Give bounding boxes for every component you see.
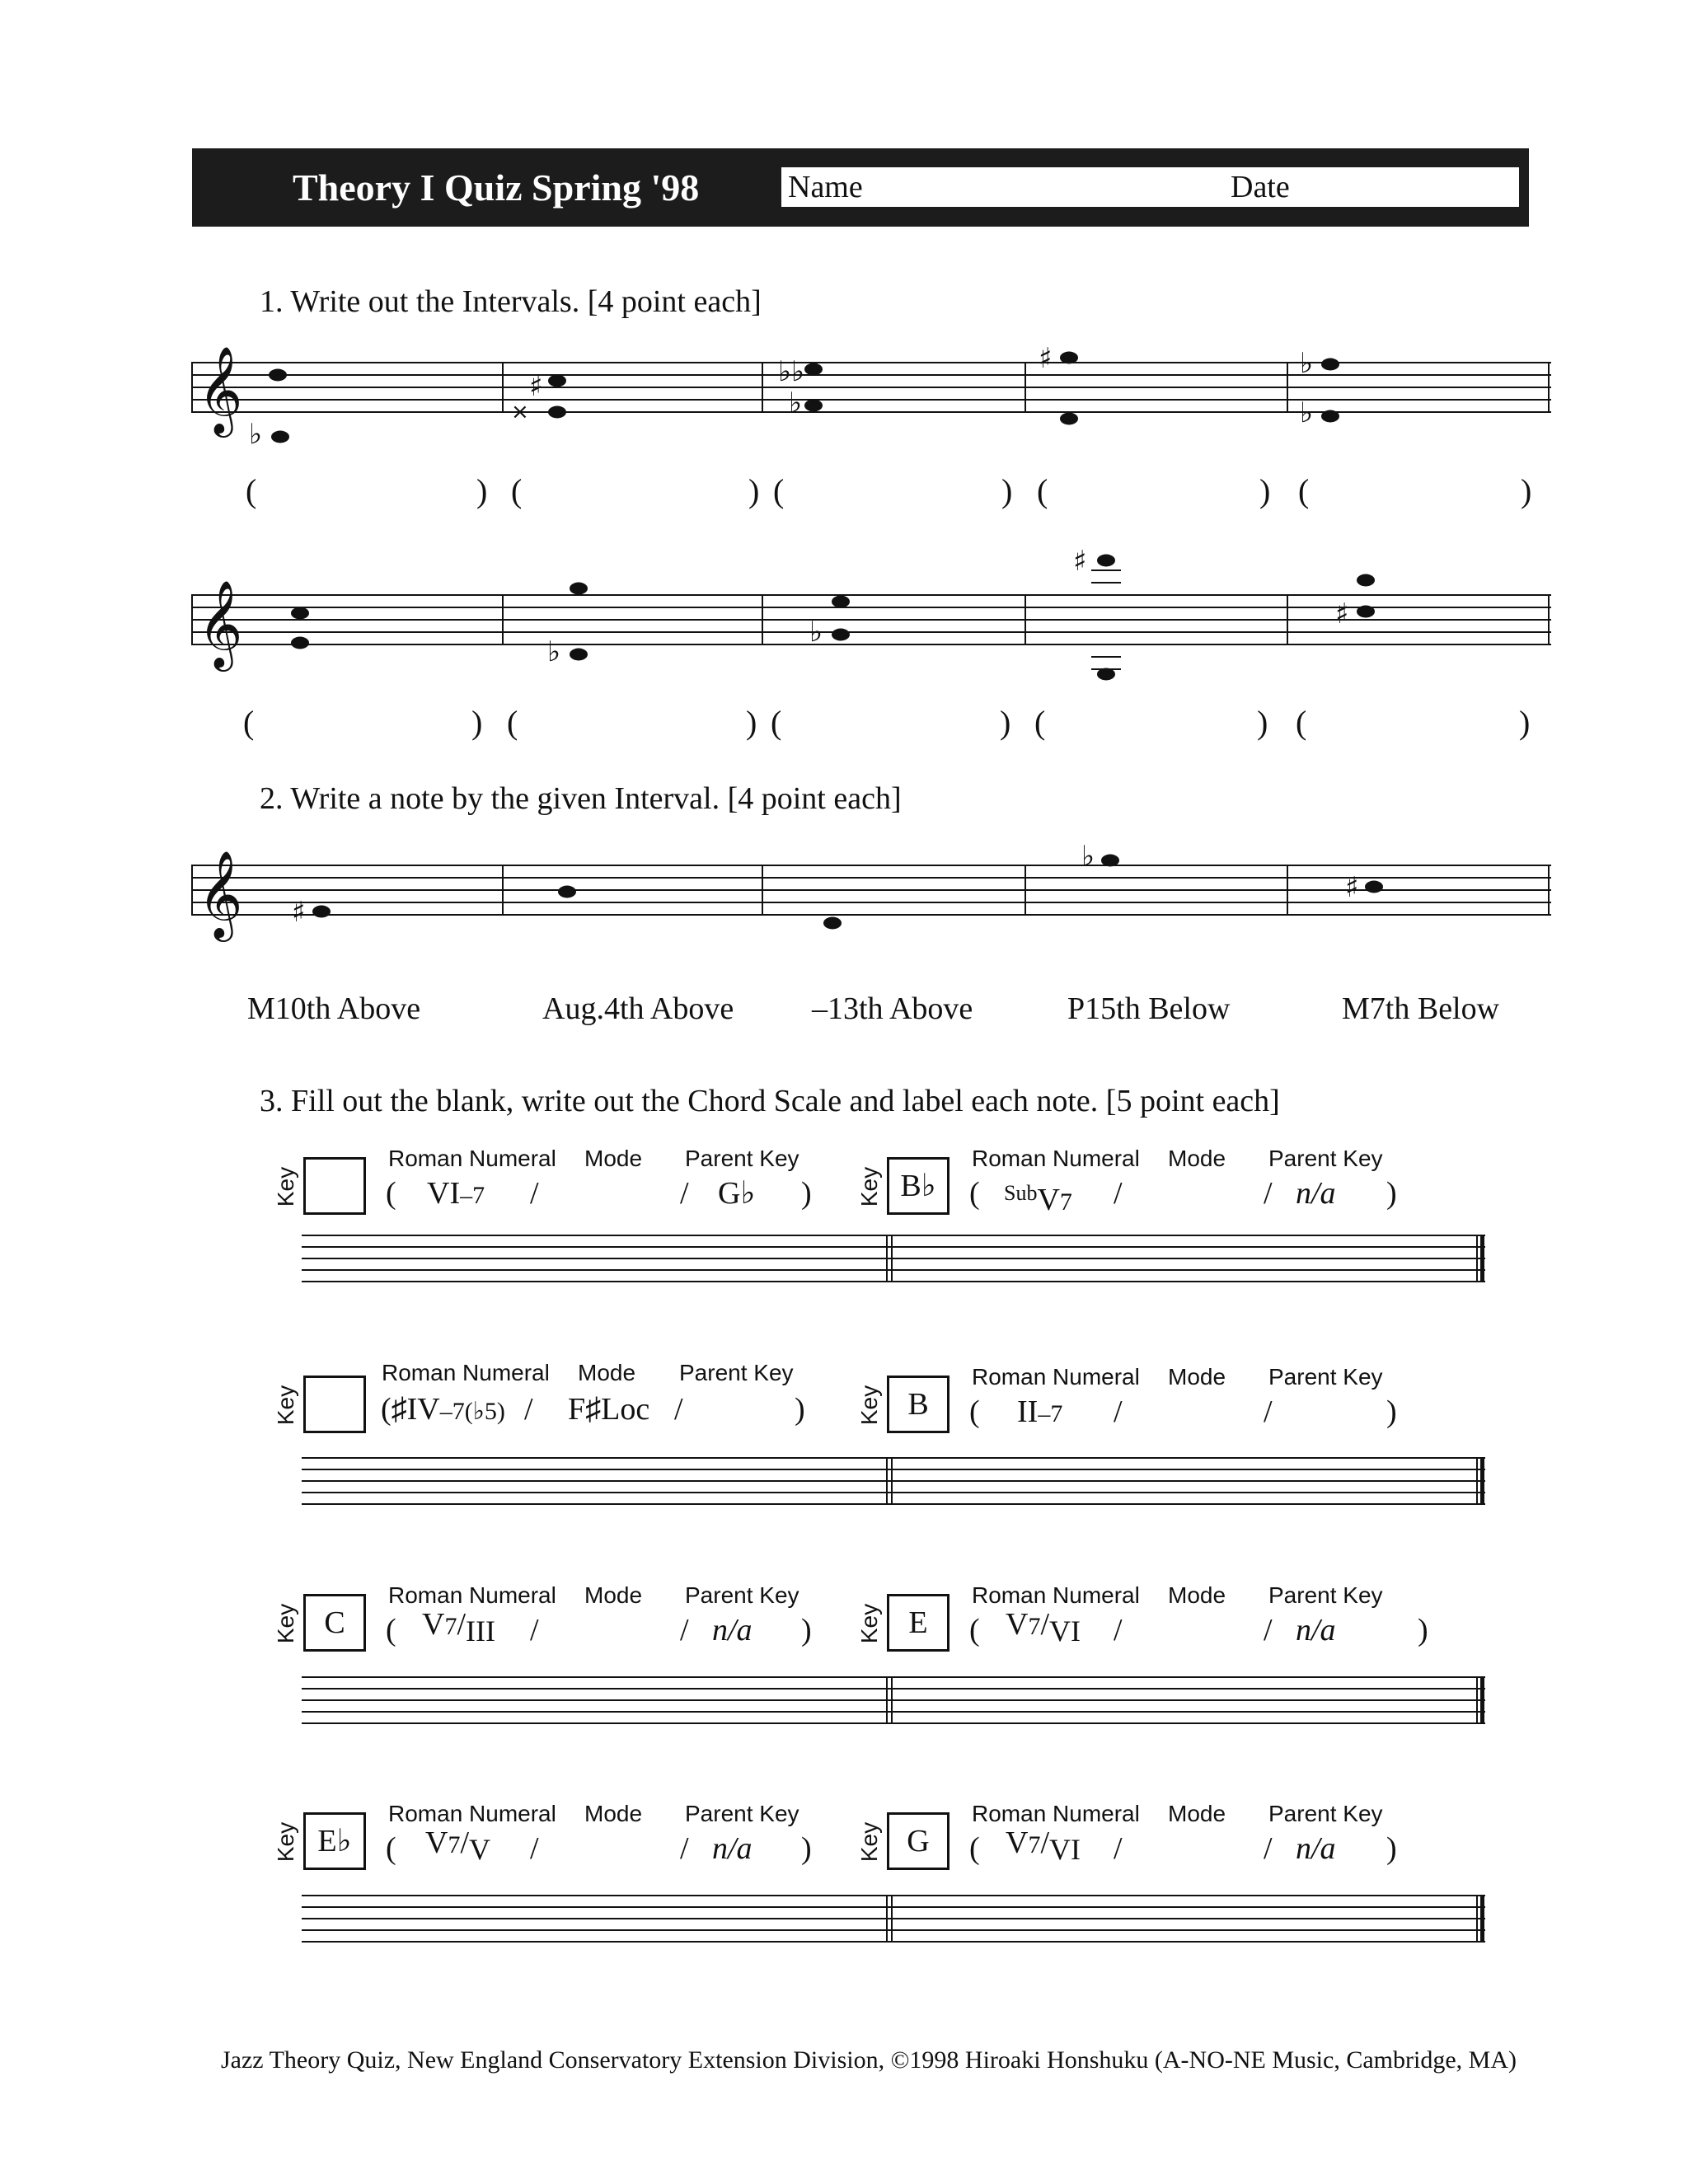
chord-scale-staff xyxy=(302,1675,1485,1728)
key-box[interactable]: C xyxy=(303,1594,366,1652)
chord-paren-open: ( xyxy=(969,1394,980,1429)
slash-divider: / xyxy=(680,1831,689,1866)
slash-divider: / xyxy=(1264,1613,1273,1647)
slash-divider: / xyxy=(1114,1613,1123,1647)
key-box[interactable]: E♭ xyxy=(303,1812,366,1870)
svg-text:♭: ♭ xyxy=(789,387,803,419)
mode-header: Mode xyxy=(1168,1801,1226,1826)
footer-copyright: Jazz Theory Quiz, New England Conservatory Extension Division, ©1998 Hiroaki Honshuku (A-NO-NE Music, Cambridge, MA) xyxy=(221,2046,1517,2074)
key-box[interactable]: B xyxy=(887,1376,950,1433)
paren-open: ( xyxy=(1298,472,1310,509)
paren-close: ) xyxy=(1001,472,1013,509)
interval-staff-3 xyxy=(191,832,1551,956)
paren-open: ( xyxy=(771,704,782,741)
svg-text:×: × xyxy=(511,400,529,424)
roman-numeral-header: Roman Numeral xyxy=(972,1364,1140,1390)
chord-paren-open: ( xyxy=(386,1613,396,1647)
key-label: Key xyxy=(273,1821,298,1863)
roman-numeral-header: Roman Numeral xyxy=(388,1146,556,1171)
chord-paren-open: ( xyxy=(386,1176,396,1211)
parent-key-value: n/a xyxy=(1296,1176,1336,1211)
svg-text:♭: ♭ xyxy=(1081,840,1095,873)
chord-scale-staff xyxy=(302,1894,1485,1947)
parent-key-value: n/a xyxy=(1296,1831,1336,1866)
svg-text:♯: ♯ xyxy=(1335,598,1349,630)
parent-key-header: Parent Key xyxy=(685,1801,799,1826)
svg-text:♭: ♭ xyxy=(1300,347,1314,380)
chord-paren-close: ) xyxy=(1418,1613,1428,1647)
paren-close: ) xyxy=(1521,472,1532,509)
paren-close: ) xyxy=(1519,704,1531,741)
chord-paren-close: ) xyxy=(801,1176,812,1211)
interval-label: Aug.4th Above xyxy=(542,991,734,1026)
chord-paren-close: ) xyxy=(1386,1394,1397,1429)
slash-divider: / xyxy=(1114,1831,1123,1866)
roman-numeral-header: Roman Numeral xyxy=(388,1801,556,1826)
slash-divider: / xyxy=(1114,1176,1123,1211)
paren-open: ( xyxy=(511,472,523,509)
svg-text:♯: ♯ xyxy=(529,370,543,403)
parent-key-header: Parent Key xyxy=(1268,1364,1383,1390)
svg-text:𝄞: 𝄞 xyxy=(198,579,243,668)
parent-key-value: n/a xyxy=(1296,1613,1336,1647)
roman-numeral-value: $V7/_{III}$ xyxy=(422,1607,495,1647)
key-box[interactable] xyxy=(303,1376,366,1433)
parent-key-header: Parent Key xyxy=(685,1582,799,1608)
mode-header: Mode xyxy=(578,1360,636,1385)
paren-close: ) xyxy=(1000,704,1011,741)
paren-open: ( xyxy=(507,704,518,741)
roman-numeral-value: VI–7 xyxy=(427,1176,485,1211)
slash-divider: / xyxy=(680,1613,689,1647)
name-label: Name xyxy=(788,170,863,204)
roman-numeral-header: Roman Numeral xyxy=(972,1582,1140,1608)
mode-value: F♯Loc xyxy=(568,1392,650,1427)
paren-close: ) xyxy=(748,472,760,509)
roman-numeral-value: $V7/_{VI}$ xyxy=(1006,1607,1081,1647)
paren-open: ( xyxy=(1034,704,1046,741)
svg-text:♭♭: ♭♭ xyxy=(778,355,805,388)
slash-divider: / xyxy=(1114,1394,1123,1429)
interval-label: P15th Below xyxy=(1067,991,1231,1026)
mode-header: Mode xyxy=(1168,1146,1226,1171)
roman-numeral-value: II–7 xyxy=(1017,1394,1063,1429)
roman-numeral-value: (♯IV–7(♭5) xyxy=(381,1392,505,1427)
roman-numeral-header: Roman Numeral xyxy=(972,1801,1140,1826)
chord-scale-staff xyxy=(302,1456,1485,1509)
mode-header: Mode xyxy=(1168,1582,1226,1608)
paren-close: ) xyxy=(1259,472,1271,509)
chord-paren-open: ( xyxy=(969,1613,980,1647)
mode-header: Mode xyxy=(584,1801,643,1826)
chord-paren-open: ( xyxy=(386,1831,396,1866)
slash-divider: / xyxy=(680,1176,689,1211)
slash-divider: / xyxy=(530,1176,539,1211)
svg-text:𝄞: 𝄞 xyxy=(198,345,243,434)
paren-open: ( xyxy=(773,472,785,509)
chord-paren-close: ) xyxy=(801,1613,812,1647)
key-label: Key xyxy=(273,1166,298,1207)
paren-close: ) xyxy=(476,472,488,509)
chord-scale-staff xyxy=(302,1234,1485,1286)
roman-numeral-header: Roman Numeral xyxy=(382,1360,550,1385)
date-label: Date xyxy=(1231,170,1290,204)
slash-divider: / xyxy=(530,1613,539,1647)
roman-numeral-header: Roman Numeral xyxy=(972,1146,1140,1171)
slash-divider: / xyxy=(674,1392,683,1427)
paren-close: ) xyxy=(746,704,757,741)
chord-paren-close: ) xyxy=(801,1831,812,1866)
parent-key-value: n/a xyxy=(712,1613,753,1647)
section-1-title: 1. Write out the Intervals. [4 point each] xyxy=(260,284,762,319)
svg-text:♯: ♯ xyxy=(1345,871,1359,904)
quiz-title: Theory I Quiz Spring '98 xyxy=(293,166,700,209)
roman-numeral-value: $^{Sub}$V7 xyxy=(1004,1181,1072,1217)
key-label: Key xyxy=(856,1603,882,1644)
key-box[interactable]: E xyxy=(887,1594,950,1652)
slash-divider: / xyxy=(530,1831,539,1866)
parent-key-header: Parent Key xyxy=(1268,1801,1383,1826)
parent-key-header: Parent Key xyxy=(679,1360,794,1385)
mode-header: Mode xyxy=(1168,1364,1226,1390)
mode-header: Mode xyxy=(584,1582,643,1608)
section-3-title: 3. Fill out the blank, write out the Chord Scale and label each note. [5 point each] xyxy=(260,1084,1280,1118)
chord-paren-open: ( xyxy=(969,1176,980,1211)
paren-open: ( xyxy=(1296,704,1307,741)
key-box[interactable] xyxy=(303,1157,366,1215)
key-label: Key xyxy=(856,1385,882,1426)
paren-close: ) xyxy=(1257,704,1268,741)
svg-text:♯: ♯ xyxy=(1039,342,1053,375)
roman-numeral-header: Roman Numeral xyxy=(388,1582,556,1608)
interval-label: –13th Above xyxy=(812,991,973,1026)
chord-paren-close: ) xyxy=(1386,1831,1397,1866)
interval-label: M10th Above xyxy=(247,991,421,1026)
interval-staff-2 xyxy=(191,536,1551,701)
svg-text:♭: ♭ xyxy=(809,616,823,649)
mode-header: Mode xyxy=(584,1146,643,1171)
chord-paren-open: ( xyxy=(969,1831,980,1866)
slash-divider: / xyxy=(1264,1831,1273,1866)
svg-text:𝄞: 𝄞 xyxy=(198,850,243,938)
parent-key-value: G♭ xyxy=(718,1176,756,1211)
key-box[interactable]: G xyxy=(887,1812,950,1870)
svg-text:♭: ♭ xyxy=(547,635,561,668)
parent-key-header: Parent Key xyxy=(1268,1146,1383,1171)
svg-text:♭: ♭ xyxy=(249,418,263,451)
key-label: Key xyxy=(856,1821,882,1863)
key-label: Key xyxy=(273,1603,298,1644)
paren-open: ( xyxy=(1037,472,1048,509)
roman-numeral-value: $V7/_V$ xyxy=(425,1825,491,1866)
parent-key-header: Parent Key xyxy=(685,1146,799,1171)
paren-open: ( xyxy=(246,472,257,509)
key-box[interactable]: B♭ xyxy=(887,1157,950,1215)
paren-open: ( xyxy=(243,704,255,741)
interval-label: M7th Below xyxy=(1342,991,1500,1026)
parent-key-header: Parent Key xyxy=(1268,1582,1383,1608)
chord-paren-close: ) xyxy=(1386,1176,1397,1211)
key-label: Key xyxy=(856,1166,882,1207)
key-label: Key xyxy=(273,1385,298,1426)
svg-text:♯: ♯ xyxy=(1073,545,1087,578)
slash-divider: / xyxy=(1264,1176,1273,1211)
section-2-title: 2. Write a note by the given Interval. [4 point each] xyxy=(260,781,902,816)
parent-key-value: n/a xyxy=(712,1831,753,1866)
paren-close: ) xyxy=(471,704,483,741)
interval-staff-1 xyxy=(191,330,1551,470)
svg-text:♯: ♯ xyxy=(292,896,306,929)
roman-numeral-value: $V7/_{VI}$ xyxy=(1006,1825,1081,1866)
slash-divider: / xyxy=(524,1392,533,1427)
chord-paren-close: ) xyxy=(795,1392,805,1427)
slash-divider: / xyxy=(1264,1394,1273,1429)
svg-text:♭: ♭ xyxy=(1300,396,1314,429)
name-date-field[interactable] xyxy=(781,167,1519,207)
